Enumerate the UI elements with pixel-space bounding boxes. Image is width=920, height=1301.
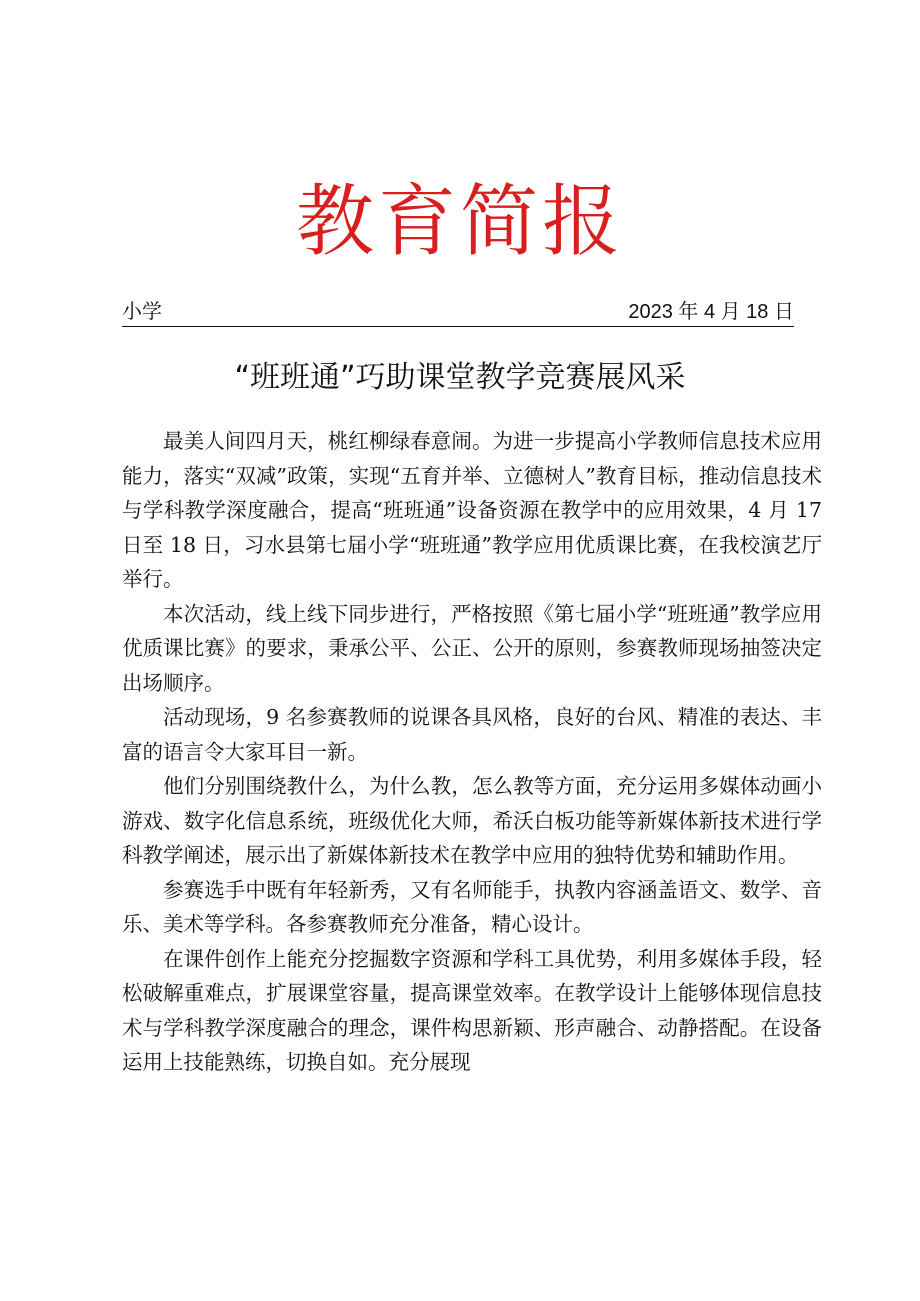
- article-paragraph: 在课件创作上能充分挖掘数字资源和学科工具优势，利用多媒体手段，轻松破解重难点，扩展课堂容量，提高课堂效率。在教学设计上能够体现信息技术与学科教学深度融合的理念，课件构思新颖、形声融合、动静搭配。在设备运用上技能熟练，切换自如。充分展现: [122, 946, 822, 1074]
- issue-info-bar: [122, 298, 794, 327]
- article-paragraph: 本次活动，线上线下同步进行，严格按照《第七届小学“班班通”教学应用优质课比赛》的要求，秉承公平、公正、公开的原则，参赛教师现场抽签决定出场顺序。: [122, 601, 822, 695]
- article-paragraph: 他们分别围绕教什么，为什么教，怎么教等方面，充分运用多媒体动画小游戏、数字化信息系统，班级优化大师，希沃白板功能等新媒体新技术进行学科教学阐述，展示出了新媒体新技术在教学中应用的独特优势和辅助作用。: [122, 774, 822, 867]
- article-paragraph: 最美人间四月天，桃红柳绿春意闹。为进一步提高小学教师信息技术应用能力，落实“双减”政策，实现“五育并举、立德树人”教育目标，推动信息技术与学科教学深度融合，提高“班班通”设备资源在教学中的应用效果，4 月 17 日至 18 日，习水县第七届小学“班班通”教学应用优质课比赛，在我校演艺厅举行。: [122, 429, 822, 591]
- issue-date: 2023 年 4 月 18 日: [628, 301, 794, 323]
- article-body: [122, 424, 822, 1080]
- masthead-title: 教育简报: [295, 177, 624, 267]
- article-paragraph: 参赛选手中既有年轻新秀，又有名师能手，执教内容涵盖语文、数学、音乐、美术等学科。各参赛教师充分准备，精心设计。: [122, 877, 822, 936]
- school-name: 小学: [122, 301, 162, 323]
- article-paragraph: 活动现场，9 名参赛教师的说课各具风格，良好的台风、精准的表达、丰富的语言令大家耳目一新。: [122, 705, 822, 764]
- article-headline: “班班通”巧助课堂教学竞赛展风采: [234, 360, 686, 395]
